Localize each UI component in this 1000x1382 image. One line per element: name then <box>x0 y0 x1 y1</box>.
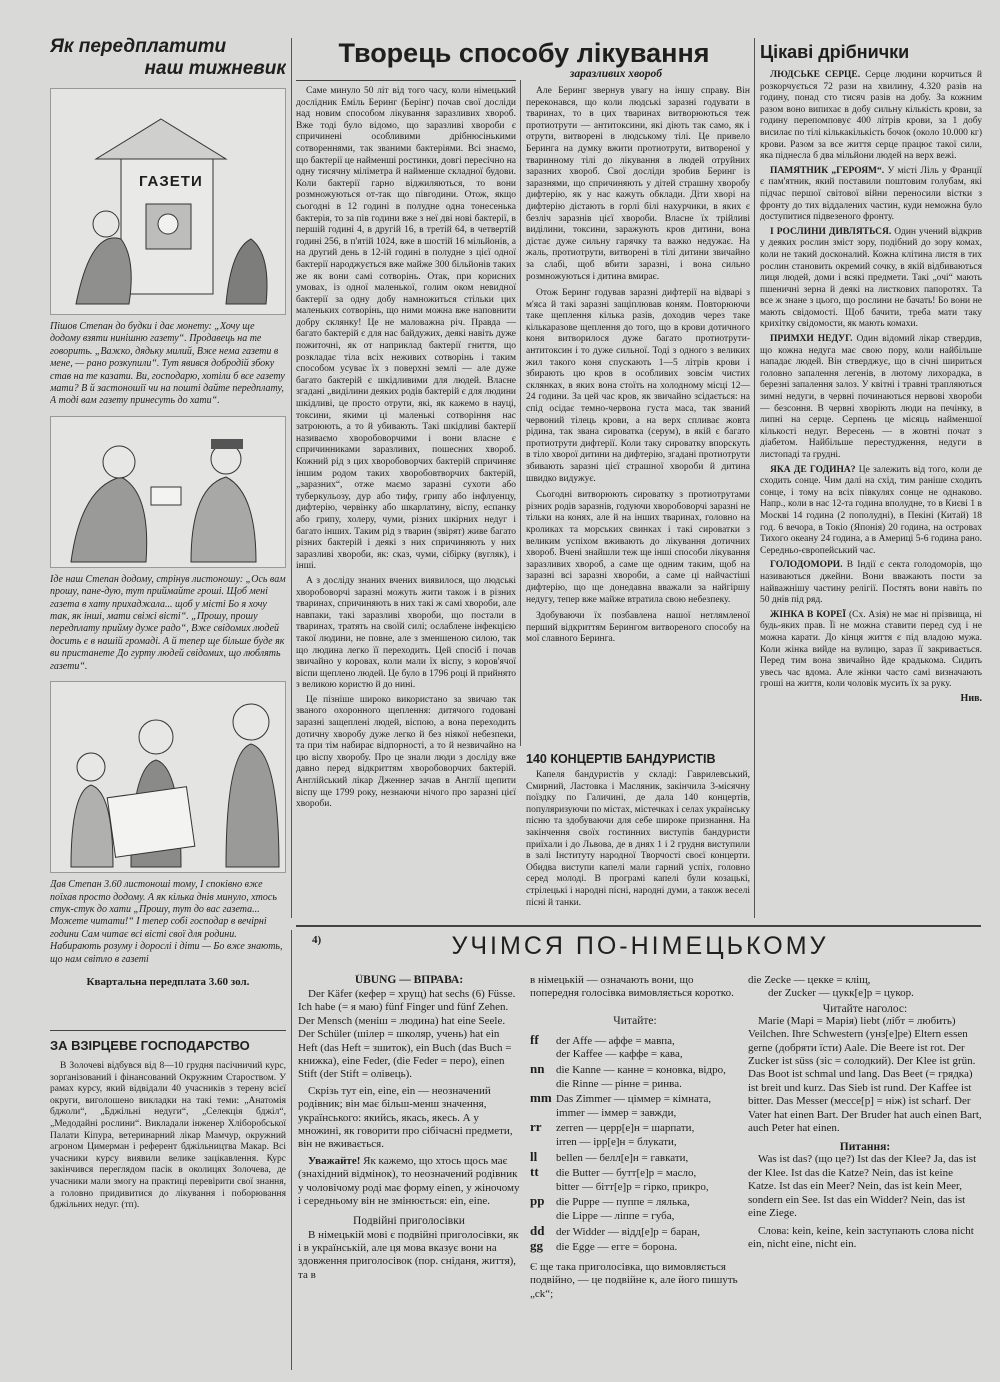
postman-illustration <box>50 416 286 568</box>
consonant-pair-example: die Rinne — рінне = ринва. <box>556 1077 682 1090</box>
column-divider <box>754 38 755 918</box>
behring-text-2c: Сьогодні витворюють сироватку з протиотрутами різних родів заразнів, годуючи хворобоворчі заразні не тільки на конях, але й на інших тваринах, головно на кроликах та морських свинках і такі сироватки з великим успіхом вживають до лікування дотичних хвороб. Вчені знайшли теж ще інші способи лікування заразливих хвороб, а саме ще одним таким, щоб на заразні всі заразні хвороби, а саме ці найчастіші дифтерію, що ще донедавна вважали за найгіршу недугу, тепер вже майже втратила свою небезпеку. <box>526 490 750 605</box>
trivia-illness-head: ПРИМХИ НЕДУГ. <box>770 334 853 345</box>
subscribe-title-2: наш тижневик <box>144 58 286 79</box>
german-col-2 <box>530 974 740 1374</box>
subscribe-verse-1: Пішов Степан до будки і дає монету: „Хочу ще додому взяти нинішню газету“. Продавець на те говорить. „Важко, дядьку милий, Вже нема газети в мене, — рано розкупили“. Тут явився добродій збоку став на те казати. Ви, господарю, хотіли б все газету мати? В й застоношії чи на пошті дайте передплату, А тоді вам газету принесуть до хати“. <box>50 321 285 407</box>
subscribe-column <box>50 36 286 1026</box>
consonant-pair-example: der Widder — відд[е]р = баран, <box>556 1225 700 1238</box>
behring-text-2d: Здобуваючи їх позбавлена нашої нетлямленої перший відкриттям Берингом витвореного способу на мої славного Беринга. <box>526 611 750 645</box>
trivia-signature: Нив. <box>960 692 982 704</box>
trivia-famine: В Індії є секта голодоморів, що називаються джейни. Вони вважають пости за найважнішу частину релігії. Постять вони навіть по 50 днів під ряд. <box>760 560 982 606</box>
consonant-pair-example: bellen — белл[е]н = гавкати, <box>556 1151 689 1164</box>
consonant-pair-row <box>530 1107 740 1121</box>
subscribe-verse-3: Дав Степан 3.60 листоноші тому, І споківно вже поїхав просто додому. А як кілька днів минуло, хтось стук-стук до хати „Прошу, тут до вас газета... Можете читати!“ І тепер собі господар в вечірні години Сам читає всі вісті свої для родини. Набирають розуму і дорослі і діти — Бо вже знають, що нам світло в газеті <box>50 879 283 965</box>
trivia-pigeons-head: ПАМЯТНИК „ГЕРОЯМ“. <box>770 165 885 176</box>
german-right-2: der Zucker — цукк[е]р = цукор. <box>768 987 914 1000</box>
subscribe-verse-2: Іде наш Степан додому, стрінув листоношу: „Ось вам прошу, пане-дую, тут приймайте гроші. Щоб мені газета в хату прихаджала... щоб у місті Бо я хочу так, як інші, мати свіжі вісті“. „Прошу, прошу передплату прийму дуже радо“, Вже свідомих людей досить є в нашій громаді. А й тепер ще більше буде як ви пристанете До гурту людей свідомих, що люблять газети“. <box>50 573 286 672</box>
consonant-pair-marker: gg <box>530 1238 543 1254</box>
consonant-pair-marker: ll <box>530 1148 538 1164</box>
trivia-title: Цікаві дрібнички <box>760 42 910 62</box>
consonant-pair-example: bitter — бітт[е]р = гірко, прикро, <box>556 1180 709 1193</box>
consonant-pair-example: die Egge — егге = борона. <box>556 1241 678 1254</box>
section-rule <box>296 925 981 927</box>
consonant-pair-example: immer — іммер = завжди, <box>556 1106 677 1119</box>
bandura-title: 140 КОНЦЕРТІВ БАНДУРИСТІВ <box>526 752 716 766</box>
consonant-pair-example: der Kaffee — каффе = кава, <box>556 1048 683 1061</box>
german-read-aloud: Marie (Марі = Марія) liebt (лібт = любить) Veilchen. Ihre Schwestern (унз[е]ре) Eltern essen gerne (добряти їсти) Aale. Die Beere ist rot. Der Zucker ist süss (зіс = солодкий). Der Klee ist grün. Das Boot ist schmal und lang. Das Beet (= грядка) ist breit und kurz. Das Sieb ist rund. Der Kaffee ist bitter. Das Messer (мессе[р] = ніж) ist scharf. Der Vater hat einen Bart. Der Bruder hat auch einen Bart, auch Peter hat einen. <box>748 1014 982 1135</box>
consonant-pair-row <box>530 1033 740 1049</box>
trivia-plants: Один учений відкрив у деяких рослин зміст зору, подібний до зору комах, коли не такий досконалий. Кожна клітина листя в тих рослин становить окремий сочку, в якій відбиваються лиця людей, доми і всякі предмети. Такі „очі“ мають пшеничні зерна й деякі на листкових папоротях. Та все ж знане з цього, що рослини не бачать! Бо вони не мають свідомості. Щоб бачити, треба мати таку крихітку свідомости, як мають комахи. <box>760 226 982 330</box>
kiosk-drawing <box>51 89 285 312</box>
consonant-pair-marker: rr <box>530 1119 542 1135</box>
trivia-column <box>760 40 982 920</box>
kiosk-illustration <box>50 88 286 315</box>
german-p3: Як кажемо, що хтось щось має (знахідний відмінок), то неозначений родівник у чоловічому роді має форму einen, у жіночому і середньому він не змінюється: ein, eine. <box>298 1154 520 1208</box>
consonant-pair-row <box>530 1048 740 1062</box>
behring-col-1 <box>296 86 516 920</box>
column-divider <box>291 930 292 1370</box>
german-questions: Was ist das? (що це?) Ist das der Klee? Ja, das ist der Klee. Ist das die Katze? Nein, das ist keine Katze. Ist das ein Meer? Nein, das ist kein Meer, sondern ein See. Ist das ein Widder? Nein, das ist eine Ziege. <box>748 1153 977 1220</box>
german-exercise: Der Käfer (кефер = хрущ) hat sechs (6) Füsse. Ich habe (= я маю) fünf Finger und fünf Zehen. Der Mensch (меніш = людина) hat eine Seele. Der Schüler (шілер = школяр, учень) hat ein Heft (das Heft = зшиток), ein Buch (das Buch = книжка), eine Feder, (die Feder = перо), einen Stift (der Stift = олівець). <box>298 988 516 1081</box>
consonant-pair-row <box>530 1194 740 1210</box>
consonant-pair-row <box>530 1224 740 1240</box>
trivia-plants-head: І РОСЛИНИ ДИВЛЯТЬСЯ. <box>770 226 892 237</box>
consonant-pair-marker: pp <box>530 1193 545 1209</box>
consonant-pair-row <box>530 1078 740 1092</box>
trivia-hour-head: ЯКА ДЕ ГОДИНА? <box>770 464 856 475</box>
german-col-1 <box>298 974 520 1374</box>
behring-text-2: Але Беринг звернув увагу на іншу справу. Він переконався, що коли людські заразні годувати в тваринах, то в цих тваринах витворюються теж протиотрути — антитоксини, які діють так само, як і отрути, витворені в людському тілі. Це привело Беринга на думку вжити протиотрути, витвореної у тваринному тілі до лікування в людей отруйних заразних хвороб. Свої досліди зробив Беринг із заразнями, що спричиняють у дітей страшну хворобу дифтерію, як у нас кажуть обклади. Діти хворі на дифтерію дістають в горлі білі нахурчики, в яких є безліч заразнів цієї хвороби. Власне їх трійливі виділини, токсини, заражують кров дитини, вона дістає дуже сильну гарячку та важко недужає. На жаль, протиотрути, витворені в тілі дитини звичайно за слабі, щоб вбити заразні, і вона сильно розмножуються і дитина вмирає. <box>526 86 750 282</box>
german-exercise-head: ÜBUNG — ВПРАВА: <box>354 974 464 986</box>
german-p2: Скрізь тут ein, eine, ein — неозначений родівник; він має більш-менш значення, українського: якийсь, якась, якесь. А у множині, як говорити про сібічасні предмети, він не вживається. <box>298 1084 513 1151</box>
consonant-pair-example: die Kanne — канне = коновка, відро, <box>556 1064 726 1076</box>
german-mid-intro: в німецькій — означають вони, що попередня голосівка вимовляється коротко. <box>530 974 734 1000</box>
german-col-3 <box>748 974 982 1374</box>
behring-text-1b: А з досліду знаних вчених виявилося, що людські хворобоворчі заразні можуть жити також і в різних тваринах, спричиняють в них такі ж самі хвороби, але навпаки, такі заразливі хвороби, що постали в тваринах, тратять на своїй силі; ослаблене інфекцією такої людини, не повне, але з зменшеною силою, так що людина легко її переходить. Цей спосіб і почав звичайно у коровах, коли мали їх віспу, з коров'ячої віспи щеплено людей. Це було в 1796 році й прийнято з великою користю й до нині. <box>296 575 516 691</box>
consonant-pair-row <box>530 1136 740 1150</box>
column-divider <box>520 80 521 746</box>
trivia-pigeons: У місті Ліль у Франції є пам'ятник, який поставили поштовим голубам, які підчас першої світової війни переносили вістки з фронту до тих віддалених частин, куди неможна було доступитися підвезеного фронту. <box>760 165 982 223</box>
behring-text-2b: Отож Беринг годував заразні дифтерії на відварі з м'яса й такі заразні защіплював коням. Повторюючи таке щеплення кілька разів, доходив через таке кількаразове щеплення до того, що в крови дотичного коня витворилося дуже багато протиотрути-антитоксин і то дуже сильної. Тоді з одного з великих жил такого коня спускають 1—5 літрів крови і збирають цю кров в особливих зовсім чистих склянках, в яких вона стоїть на холодному місці 12—24 години. За цей час кров, як звичайно зсідається: на спід осідає темно-червона густа маса, так званий червоний тілець крови, а на верх спливає жовта рідина, так звана сироватка (серум), в якій є багато протиотрути дифтерії. Коли таку сироватку впорскуть в тіло хворої дитини на дифтерію, згадані протиотрути збивають заразні цієї страшної хвороби й дитина швидко видужує. <box>526 288 750 484</box>
behring-text-1: Саме минуло 50 літ від того часу, коли німецький дослідник Еміль Беринг (Берінг) почав свої досліди над новим способом лікування заразливих хвороб. Вже тоді було відомо, що заразливі хвороби є спричинені особливими дрібнюсінькими сотвореннями, так званими бактеріями. Всі знаємо, що бактерії це найменші ростинки, довгі пересічно на одну тисячну міліметра й найменше складної будови. Коли бактерії гарно віджиляються, то вони розмножуються от-так що півгодини. Отож, якщо сьогодні в 12 годині в полудне одна тонесенька бактерія, то за пів години вже з неї дві нові бактерії, в першій годині 4, в другій 16, в третій 64, в четвертій годині 256, в п'ятій 1024, вже в шостій 16 мільйонів, а на другий день в 12-ій годині в полудне з цієї одної бактерії народжується вже майже 300 більйонів таких же як вони самі сотворінь. Отак, при корисних умовах, із одної маленької, голим оком невидної бактерії за одну добу намножиться стільки цих маленьких сотворінь, що ними можна вже наповнити добру склянку! Це не маловажна річ. Правда — багато бактерій є для нас байдужих, деякі навіть дуже пожиточні, як от наприклад бактерії гниття, що розкладає тіла всіх неживих сотворінь і таким способом усуває їх з поверхні землі — але дуже багато бактерій є шкідливими для людей. Власне згадані „виділини деяких родів бактерій є для людини шкідливі, це просто отрути, які, як кажемо в науці, токсини, якими ці маленькі сотворіння нас затроюють, а то й убивають. Такі шкідливі бактерії називаємо хворобоворчими і вони власне є спричинниками заразливих, пошесних хвороб. Кожний рід з цих хворобоворчих бактерій спричиняє іншим родом таких хворобовтворчих бактерій, „заразних“, отже маємо заразні сухоти або туберкульозу, дур або тифу, грипу або інфлуенцу, дифтерію, червінку або шкарлатину, віспу, еспанку або грипу, холеру, чуми, різних шкірних недуг і багато інших. Таким рід з тварин (звірят) живе багато різних бактерій і деякі з них спричиняють у них заразливі хвороби, як: сказ, чуми, сібірку (вугляк), і інші. <box>296 86 516 572</box>
german-title: УЧІМСЯ ПО-НІМЕЦЬКОМУ <box>451 932 829 960</box>
consonant-pair-example: irren — ірр[е]н = блукати, <box>556 1135 677 1148</box>
consonant-pair-example: zerren — церр[е]н = шарпати, <box>556 1122 695 1135</box>
german-right-1: die Zecke — цекке = кліщ, <box>748 974 871 986</box>
trivia-heart-head: ЛЮДСЬКЕ СЕРЦЕ. <box>770 70 861 80</box>
consonant-pair-marker: mm <box>530 1090 552 1106</box>
consonant-pair-row <box>530 1239 740 1255</box>
family-drawing <box>51 682 285 870</box>
german-double-head: Подвійні приголосівки <box>353 1214 465 1227</box>
consonant-pair-example: die Puppe — пуппе = лялька, <box>556 1196 690 1209</box>
german-questions-head: Питання: <box>839 1141 891 1154</box>
german-read-head: Читайте: <box>613 1014 657 1027</box>
consonant-pair-row <box>530 1062 740 1078</box>
subscribe-title-1: Як передплатити <box>50 36 227 57</box>
trivia-famine-head: ГОЛОДОМОРИ. <box>770 560 843 571</box>
consonant-pair-row <box>530 1091 740 1107</box>
consonant-pair-marker: dd <box>530 1222 545 1238</box>
consonant-pair-row <box>530 1165 740 1181</box>
behring-title: Творець способу лікування <box>338 38 710 68</box>
consonant-pair-row <box>530 1181 740 1195</box>
behring-header <box>296 38 752 84</box>
bandura-article <box>526 752 750 922</box>
german-header <box>296 930 984 972</box>
trivia-hour: Це залежить від того, коли де сходить сонце. Чим далі на схід, тим раніше сходить сонце, і тому на всіх півкулях сонце не однаково. Напр., коли в нас 12-та година вполудне, то в Києві 1 в Москві 14 година (2 пополудні), в Пекіні (Китай) 18 год. 6 вечора, в Токіо (Японія) 20 година, на островах Тихого океану 24 година, а в Америці 5-6 година рано. Середньо-європейський час. <box>760 464 982 556</box>
behring-subtitle: заразливих хвороб <box>569 68 662 80</box>
kiosk-sign: ГАЗЕТИ <box>139 173 203 190</box>
consonant-pair-example: die Butter — бутт[е]р = масло, <box>556 1167 697 1180</box>
trivia-korea-head: ЖІНКА В КОРЕЇ <box>770 609 847 620</box>
consonant-pair-row <box>530 1210 740 1224</box>
german-p3-head: Уважайте! <box>308 1154 361 1167</box>
german-tail: Є ще така приголосівка, що вимовляється подвійно, — це подвійне к, але його пишуть „ck“; <box>530 1260 738 1300</box>
beekeeping-text: В Золочеві відбувся від 8—10 грудня пасічничий курс, зорганізований і фінансований Окружним Староством. У рамах курсу, який відвідали 40 учасників з терену всієї округи, виголошено викладки на такі теми: „Анатомія бджоли“, „Бджільні недуги“, „Селекція бджіл“, „Медодайні рослини“. Викладали інженер Хліборобської Палати Кіпура, ветеринарний лікар Мамчур, окружний агроном Цимерман і референт бджільництва Макар. Всі учасники курсу виявили велике зацікавлення. Курс закінчився переглядом пасік в околицях Золочева, де учасники мали змогу на практиці перевірити свої знання, а головно придивитися до лікування і поборювання бджільних недуг. (тп). <box>50 1061 286 1211</box>
behring-text-1c: Це пізніше широко використано за звичаю так званого охоронного щеплення: дитячого годовані заразні защеплені людей, віспою, а вона переходить дотичну хворобу дуже легко й без ніякої небезпеки, та при тім набирає відпорності, а то й незвичайно на цю віспу хворобу. Про це знали люди з досліду вже давно перед відкриттям хворобоворчих бактерій. Англійський лікар Дженнер зачав в Англії щепити віспу ще 1799 року, незнаючи нічого про заразні цієї хвороби. <box>296 694 516 810</box>
beekeeping-title: ЗА ВЗІРЦЕВЕ ГОСПОДАРСТВО <box>50 1038 250 1053</box>
consonant-pair-row <box>530 1150 740 1166</box>
consonant-pair-marker: ff <box>530 1031 539 1047</box>
consonant-pair-example: Das Zimmer — ціммер = кімната, <box>556 1093 712 1106</box>
postman-drawing <box>51 417 285 565</box>
consonant-pair-example: der Affe — аффе = мавпа, <box>556 1034 675 1047</box>
german-words: Слова: kein, keine, kein заступають слова nicht ein, nicht eine, nicht ein. <box>748 1224 974 1250</box>
german-double: В німецькій мові є подвійні приголосівки, як і в українській, але ця мова вказує вони на здовження приголосівок (пор. сніданя, життя), та в <box>298 1228 519 1281</box>
consonant-pair-marker: tt <box>530 1164 539 1180</box>
consonant-pair-marker: nn <box>530 1061 545 1076</box>
consonant-pair-row <box>530 1120 740 1136</box>
behring-col-2 <box>526 86 750 746</box>
german-read-aloud-head: Читайте наголос: <box>822 1002 908 1015</box>
trivia-korea: (Сх. Азія) не має ні прізвища, ні будь-яких прав. Її не можна ставити перед суд і не можна карати. До кінця життя є під владою мужа. Коли жінка вийде на вулицю, зараз її закривається. Перед тим вона звичайно йде крадькома. Сидить увесь час вдома. Але жінки часто самі визначають гроші на життя, коли чоловік мусить їх за руку. <box>760 609 982 690</box>
beekeeping-article <box>50 1038 286 1378</box>
double-consonant-list <box>530 1033 740 1255</box>
column-divider <box>291 38 292 918</box>
trivia-illness: Один відомий лікар ствердив, що кожна недуга має свою пору, коли найбільше нападає людей. Він стверджує, що в січні шириться головно запалення легенів, в лютому лихорадка, в березні запалення залоз. У квітні і травні трапляються зимні недуги, в червні починаються нервові хвороби — безсоння. В червні хворіють люди на печінку, в липні на серце. Серпень це місяць найменшої кількості недуг. Вересень — в жовтні почат з діабетом. Найбільше перестудження, недуги в листопаді та грудні. <box>760 334 982 460</box>
consonant-pair-example: die Lippe — ліппе = губа, <box>556 1209 675 1222</box>
subscribe-price: Квартальна передплата 3.60 зол. <box>86 975 250 988</box>
bandura-text: Капеля бандуристів у складі: Гаврилевський, Смирний, Ластовка і Масляник, закінчила 3-місячну поїздку по Галичині, де дала 140 концертів, популяризуючи по містах, містечках і селах українську пісню та здобуваючи для себе широке признання. На закінчення своїх гостинних виступів бандуристи приїхали і до Львова, де в днях 1 і 2 грудня виступили в залі Інституту народної Творчості своєї концерти. Обидва виступи капелі мали гарний успіх, головно серед молоді. В програмі капелі були козацькі, стрілецькі і народні пісні, народні думи, а також веселі пісні й танки. <box>526 770 750 908</box>
german-lesson-number: 4) <box>312 934 322 946</box>
trivia-heart: Серце людини корчиться й розкорчується 72 рази на хвилину, 4.320 разів на годину, понад сто тисяч разів на добу. За кожним разом воно випихає в добу сильну кількість крови, за годину перепомповує 400 літрів крови, за 1 добу висилає по тілі кількакількість бочок (около 10.000 кг) крови. Разом за все життя серце працює такої сили, яка піднесла б два мільйони людей на верх вежі. <box>760 70 982 162</box>
section-rule <box>50 1030 286 1031</box>
family-illustration <box>50 681 286 873</box>
